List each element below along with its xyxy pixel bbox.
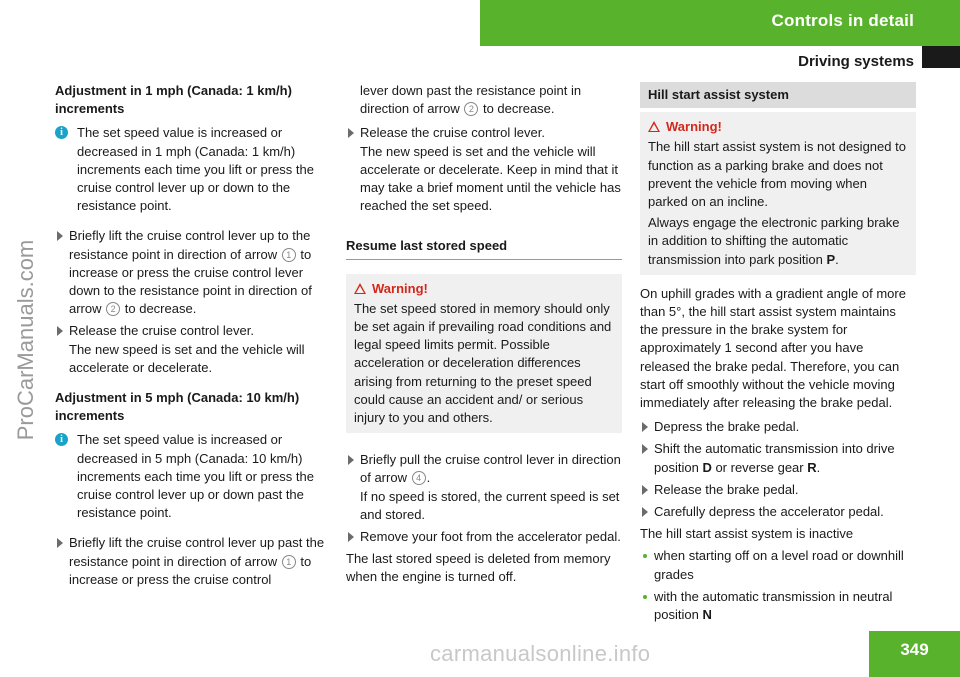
gear-position: P	[826, 251, 836, 267]
step-text: Shift the automatic transmission into drive position	[654, 441, 895, 475]
warning-title	[648, 118, 909, 136]
step-text: Depress the brake pedal.	[654, 419, 800, 435]
step-arrow-icon	[57, 231, 63, 241]
warning-text: .	[835, 251, 839, 267]
step-remove-foot	[346, 528, 622, 546]
heading-hill-start: Hill start assist system	[640, 82, 916, 108]
step-lift-lever	[55, 227, 330, 318]
column-3	[640, 82, 916, 628]
step-text: .	[426, 470, 431, 486]
gear-position: N	[702, 607, 712, 623]
step-text: to increase or press the cruise control lever down to the resistance point in direction of arrow	[69, 246, 312, 317]
column-2	[346, 82, 622, 591]
column-1	[55, 82, 330, 593]
warning-text-1: The hill start assist system is not designed to function as a parking brake and does not prevent the vehicle from moving when parked on an incline.	[648, 139, 906, 210]
step-result: The new speed is set and the vehicle will accelerate or decelerate. Keep in mind that it may take a brief moment until the vehicle has reached the set speed.	[360, 143, 621, 214]
step-release-brake	[640, 481, 916, 499]
step-text: to increase or press the cruise control	[69, 553, 312, 587]
step-continued	[346, 82, 622, 118]
step-text: Briefly pull the cruise control lever in direction of arrow	[360, 452, 621, 486]
step-pull-lever	[346, 451, 622, 524]
intro-paragraph: On uphill grades with a gradient angle of more than 5°, the hill start assist system maintains the pressure in the brake system for approximately 1 second after you have released the brake pedal. Therefore, you can start off smoothly without the vehicle moving immediately after releasing the brake pedal.	[640, 285, 906, 411]
info-note-5mph	[55, 431, 330, 522]
gear-position: R	[807, 459, 817, 475]
step-text: to decrease.	[482, 101, 555, 117]
step-text: Release the brake pedal.	[654, 481, 799, 497]
step-arrow-icon	[348, 128, 354, 138]
watermark-procarmanuals: ProCarManuals.com	[12, 239, 38, 441]
step-arrow-icon	[348, 455, 354, 465]
info-note-1mph	[55, 124, 330, 215]
inactive-heading: The hill start assist system is inactive	[640, 526, 854, 542]
arrow-number-icon: 2	[106, 302, 120, 316]
step-text: Briefly lift the cruise control lever up to the resistance point in direction of arrow	[69, 228, 311, 262]
info-icon: i	[55, 126, 68, 139]
info-text: The set speed value is increased or decreased in 5 mph (Canada: 10 km/h) increments each time you lift or press the cruise control lever up or down past the resistance point.	[77, 432, 314, 521]
warning-title-text: Warning!	[666, 119, 722, 135]
warning-icon	[354, 283, 366, 294]
bullet-neutral	[640, 588, 916, 624]
step-release-lever	[346, 124, 622, 215]
subsection-title: Driving systems	[798, 53, 914, 70]
step-text: Release the cruise control lever.	[69, 323, 254, 339]
gear-position: D	[702, 459, 712, 475]
closing-paragraph: The last stored speed is deleted from memory when the engine is turned off.	[346, 551, 611, 585]
arrow-number-icon: 4	[412, 471, 426, 485]
arrow-number-icon: 2	[464, 102, 478, 116]
step-release-lever	[55, 322, 330, 377]
step-text: Remove your foot from the accelerator pedal.	[360, 529, 621, 545]
step-result: The new speed is set and the vehicle will accelerate or decelerate.	[69, 341, 305, 375]
step-arrow-icon	[642, 507, 648, 517]
warning-icon	[648, 121, 660, 132]
warning-text: Always engage the electronic parking brake in addition to shifting the automatic transmission into park position	[648, 215, 900, 267]
step-arrow-icon	[642, 444, 648, 454]
step-arrow-icon	[348, 532, 354, 542]
heading-5mph: Adjustment in 5 mph (Canada: 10 km/h) increments	[55, 390, 300, 424]
step-text: to decrease.	[124, 301, 197, 317]
step-arrow-icon	[57, 538, 63, 548]
step-text: or reverse gear	[715, 459, 804, 475]
heading-1mph: Adjustment in 1 mph (Canada: 1 km/h) increments	[55, 83, 292, 117]
step-depress-brake	[640, 418, 916, 436]
warning-box	[346, 274, 622, 434]
arrow-number-icon: 1	[282, 555, 296, 569]
info-text: The set speed value is increased or decreased in 1 mph (Canada: 1 km/h) increments each time you lift or press the cruise control lever up or down to the resistance point.	[77, 125, 314, 214]
warning-title	[354, 280, 615, 298]
bullet-text: when starting off on a level road or downhill grades	[654, 548, 904, 582]
step-arrow-icon	[642, 485, 648, 495]
step-text: Release the cruise control lever.	[360, 125, 545, 141]
step-arrow-icon	[57, 326, 63, 336]
step-text: Carefully depress the accelerator pedal.	[654, 504, 884, 520]
warning-title-text: Warning!	[372, 280, 428, 296]
step-result: If no speed is stored, the current speed is set and stored.	[360, 488, 620, 522]
bullet-icon	[643, 595, 647, 599]
bullet-level-road	[640, 547, 916, 583]
step-depress-accelerator	[640, 503, 916, 521]
warning-text: The set speed stored in memory should only be set again if prevailing road conditions and legal speed limits permit. Possible acceleration or deceleration differences arising from returning to the preset speed could cause an accident and/ or serious injury to you and others.	[354, 300, 612, 426]
bullet-text: with the automatic transmission in neutral position	[654, 588, 893, 623]
step-text: .	[816, 459, 821, 475]
warning-text-2	[648, 214, 909, 269]
step-arrow-icon	[642, 422, 648, 432]
section-title: Controls in detail	[771, 11, 914, 30]
watermark-carmanualsonline: carmanualsonline.info	[430, 641, 651, 666]
step-text: lever down past the resistance point in direction of arrow	[360, 83, 582, 117]
page-number: 349	[869, 631, 960, 677]
heading-resume-speed: Resume last stored speed	[346, 237, 622, 259]
header-tab-marker	[922, 46, 960, 68]
bullet-icon	[643, 554, 647, 558]
header-bar	[480, 0, 960, 46]
info-icon: i	[55, 433, 68, 446]
arrow-number-icon: 1	[282, 248, 296, 262]
step-shift-transmission	[640, 440, 916, 476]
warning-box	[640, 112, 916, 275]
step-text: Briefly lift the cruise control lever up past the resistance point in direction of arrow	[69, 535, 325, 569]
step-lift-lever-past	[55, 534, 330, 589]
